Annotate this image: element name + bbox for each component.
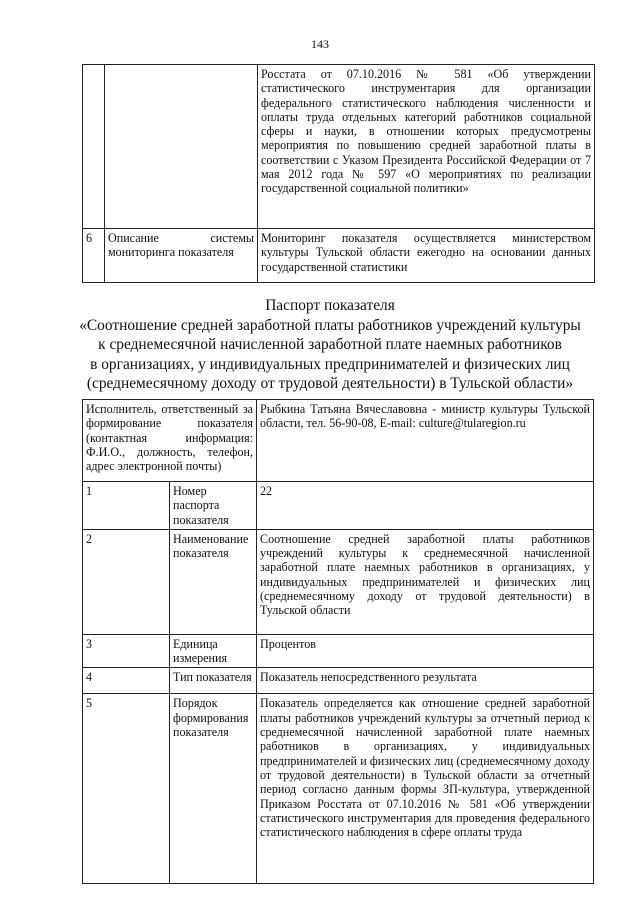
row-label: Порядок формирования показателя (170, 694, 257, 884)
row-value: Показатель непосредственного результата (257, 668, 594, 694)
row-number: 1 (83, 482, 170, 530)
passport-title-line: Паспорт показателя (265, 297, 395, 314)
table-row (83, 694, 594, 884)
table-row (83, 65, 595, 229)
row-label: Номер паспорта показателя (170, 482, 257, 530)
row-label (105, 65, 258, 229)
row-number: 2 (83, 529, 170, 634)
executor-label: Исполнитель, ответственный за формирование показателя (контактная информация: Ф.И.О., должность, телефон, адрес электронной почты) (83, 400, 257, 482)
row-label: Тип показателя (170, 668, 257, 694)
row-number: 6 (83, 229, 105, 283)
table-row (83, 229, 595, 283)
row-label: Описание системы мониторинга показателя (105, 229, 258, 283)
row-number: 3 (83, 634, 170, 668)
passport-title-line: в организациях, у индивидуальных предпринимателей и физических лиц (90, 355, 570, 373)
row-value: 22 (257, 482, 594, 530)
table-row (83, 400, 594, 482)
row-value: Соотношение средней заработной платы работников учреждений культуры к среднемесячной начисленной заработной плате наемных работников в организациях, у индивидуальных предпринимателей и физических лиц (среднемесячному доходу от трудовой деятельности) в Тульской области (257, 529, 594, 634)
row-value: Показатель определяется как отношение средней заработной платы работников учреждений культуры за отчетный период к среднемесячной начисленной заработной плате наемных работников в организациях, у индивидуальных предпринимателей и физических лиц (среднемесячному доходу от трудовой деятельности) в Тульской области за отчетный период согласно данным формы ЗП-культура, утвержденной Приказом Росстата от 07.10.2016 № 581 «Об утверждении статистического инструментария для проведения федерального статистического наблюдения в сфере оплаты труда (257, 694, 594, 884)
passport-table (82, 399, 594, 884)
row-label: Наименование показателя (170, 529, 257, 634)
table-row (83, 634, 594, 668)
table-row (83, 482, 594, 530)
page-number: 143 (311, 37, 329, 51)
passport-title-line: к среднемесячной начисленной заработной плате наемных работников (98, 336, 562, 354)
row-number: 5 (83, 694, 170, 884)
row-value: Росстата от 07.10.2016 № 581 «Об утверждении статистического инструментария для организации федерального статистического наблюдения численности и оплаты труда отдельных категорий работников социальной сферы и науки, в отношении которых предусмотрены мероприятия по повышению средней заработной платы в соответствии с Указом Президента Российской Федерации от 7 мая 2012 года № 597 «О мероприятиях по реализации государственной социальной политики» (258, 65, 595, 229)
row-number: 4 (83, 668, 170, 694)
executor-value: Рыбкина Татьяна Вячеславовна - министр культуры Тульской области, тел. 56-90-08, E-mail: culture@tularegion.ru (257, 400, 594, 482)
top-table (82, 64, 595, 283)
table-row (83, 529, 594, 634)
passport-title-line: «Соотношение средней заработной платы работников учреждений культуры (79, 316, 581, 334)
row-value: Процентов (257, 634, 594, 668)
row-number (83, 65, 105, 229)
passport-title-line: (среднемесячному доходу от трудовой деятельности) в Тульской области» (86, 375, 574, 393)
table-row (83, 668, 594, 694)
passport-title (60, 296, 600, 394)
row-value: Мониторинг показателя осуществляется министерством культуры Тульской области ежегодно на основании данных государственной статистики (258, 229, 595, 283)
row-label: Единица измерения (170, 634, 257, 668)
